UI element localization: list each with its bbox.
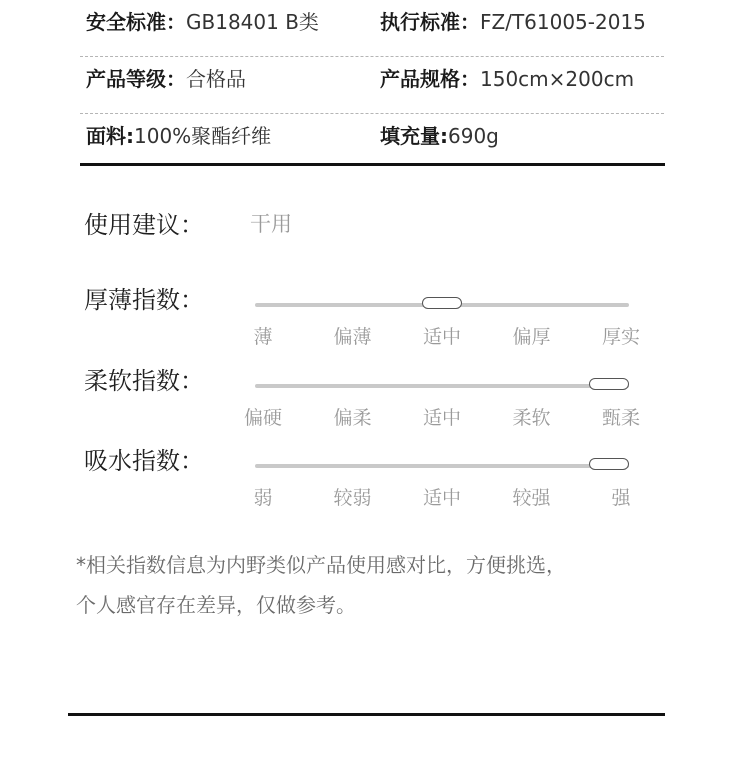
spec-size xyxy=(380,57,634,101)
spec-grade xyxy=(86,57,246,101)
spec-label: 产品等级： xyxy=(86,67,186,91)
index-tick-label: 偏薄 xyxy=(333,326,372,348)
spec-label: 产品规格： xyxy=(380,67,480,91)
spec-fabric xyxy=(86,114,271,158)
usage-value: 干用 xyxy=(250,212,292,236)
index-tick-label: 甄柔 xyxy=(601,407,641,429)
index-tick-label: 柔软 xyxy=(512,407,551,429)
softness-index xyxy=(84,361,644,441)
index-tick-label: 适中 xyxy=(422,326,462,348)
index-tick-label: 偏厚 xyxy=(512,326,551,348)
index-tick-label: 较强 xyxy=(512,487,551,509)
spec-row xyxy=(80,114,664,170)
index-title: 吸水指数： xyxy=(84,447,204,475)
index-title: 厚薄指数： xyxy=(84,286,204,314)
index-tick-label: 弱 xyxy=(253,487,273,509)
disclaimer-line: *相关指数信息为内野类似产品使用感对比，方便挑选， xyxy=(76,553,566,577)
spec-label: 面料: xyxy=(86,124,134,148)
section-divider xyxy=(80,163,665,166)
index-tick-label: 薄 xyxy=(253,326,273,348)
index-tick-label: 强 xyxy=(611,487,631,509)
disclaimer-note xyxy=(76,545,676,625)
spec-label: 执行标准： xyxy=(380,10,480,34)
index-tick-label: 厚实 xyxy=(601,326,641,348)
spec-exec-standard xyxy=(380,0,646,44)
spec-row xyxy=(80,0,664,57)
index-knob xyxy=(589,378,629,390)
index-tick-label: 偏柔 xyxy=(333,407,372,429)
spec-safety-standard xyxy=(86,0,319,44)
index-tick-label: 适中 xyxy=(422,407,462,429)
spec-fill-weight xyxy=(380,114,499,158)
disclaimer-line: 个人感官存在差异，仅做参考。 xyxy=(76,593,356,617)
absorbency-index xyxy=(84,441,644,521)
thickness-index xyxy=(84,280,644,360)
spec-value: 100%聚酯纤维 xyxy=(134,124,272,148)
index-knob xyxy=(589,458,629,470)
spec-value: FZ/T61005-2015 xyxy=(480,10,646,34)
index-track xyxy=(255,384,629,388)
index-knob xyxy=(422,297,462,309)
usage-label: 使用建议： xyxy=(84,211,204,239)
spec-label: 安全标准： xyxy=(86,10,186,34)
spec-value: 合格品 xyxy=(186,67,246,91)
index-tick-label: 偏硬 xyxy=(243,407,283,429)
spec-label: 填充量: xyxy=(380,124,448,148)
spec-value: 150cm×200cm xyxy=(480,67,635,91)
bottom-divider xyxy=(68,713,665,716)
index-tick-label: 适中 xyxy=(422,487,462,509)
index-tick-label: 较弱 xyxy=(333,487,372,509)
spec-value: GB18401 B类 xyxy=(186,10,319,34)
index-title: 柔软指数： xyxy=(84,367,204,395)
spec-value: 690g xyxy=(448,124,499,148)
spec-row xyxy=(80,57,664,114)
index-track xyxy=(255,464,629,468)
